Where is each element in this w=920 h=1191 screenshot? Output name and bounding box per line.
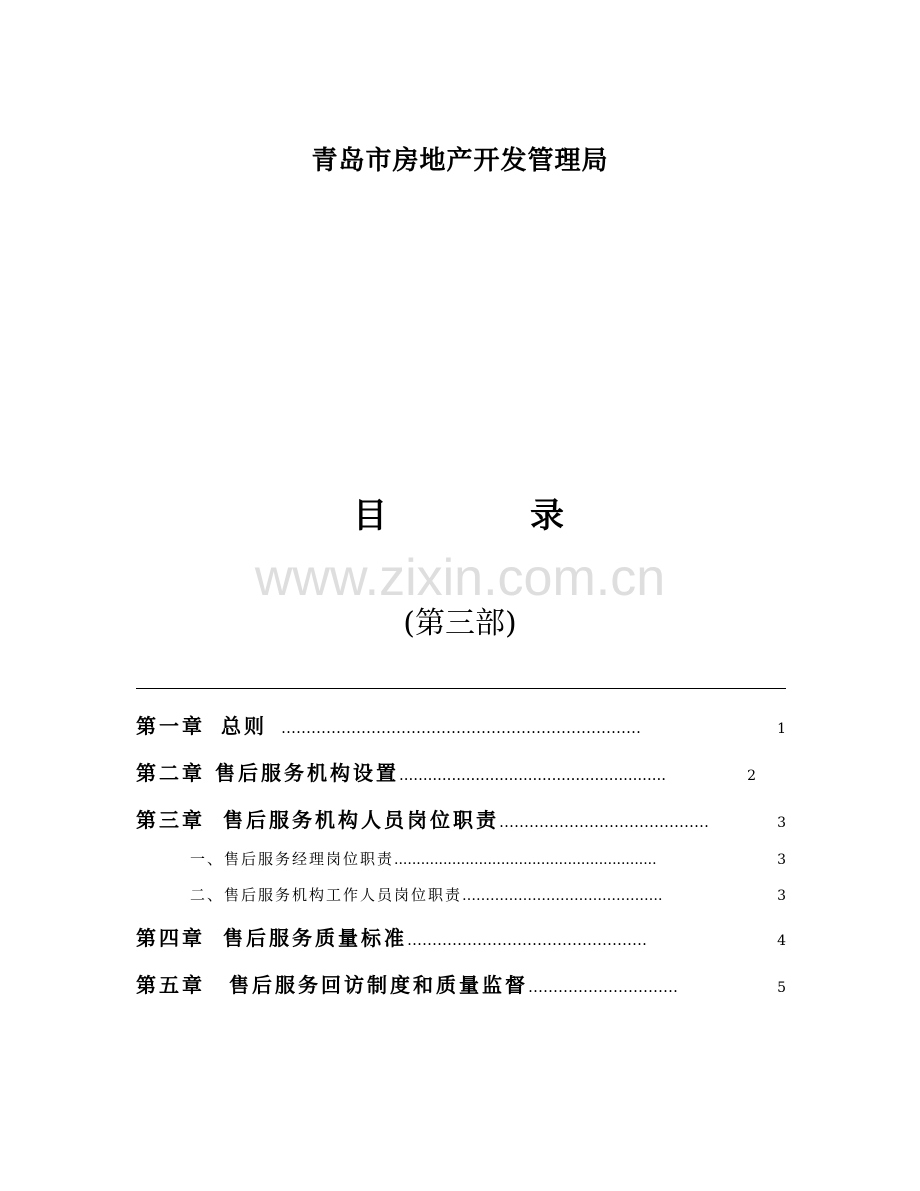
toc-heading (0, 488, 920, 534)
toc-entry-chapter-4[interactable] (136, 922, 786, 951)
leader-dots: ………………………………………… (407, 931, 647, 949)
chapter-title: 售后服务机构设置 (215, 761, 399, 785)
toc-entry-chapter-5[interactable] (136, 969, 786, 998)
page-number: 3 (777, 852, 786, 868)
toc-entry-section-3-2[interactable] (190, 884, 786, 905)
watermark: www.zixin.com.cn (254, 549, 666, 607)
toc-entry-chapter-2[interactable] (136, 757, 756, 786)
leader-dots: ........................................................... (394, 852, 657, 868)
page-number: 5 (777, 980, 786, 996)
chapter-number: 第五章 (136, 973, 205, 997)
chapter-title: 总则 (221, 714, 267, 738)
leader-dots: ........................................................ (399, 766, 667, 784)
chapter-title: 售后服务回访制度和质量监督 (229, 973, 528, 997)
page-number: 2 (747, 768, 756, 784)
organization-title: 青岛市房地产开发管理局 (311, 146, 609, 176)
chapter-number: 第二章 (136, 761, 205, 785)
toc-heading-part2: 录 (530, 496, 564, 536)
chapter-number: 第三章 (136, 808, 205, 832)
chapter-number: 第一章 (136, 714, 205, 738)
leader-dots: ……………………………………. (462, 888, 663, 904)
page-number: 3 (777, 815, 786, 831)
leader-dots: ………………………… (528, 978, 678, 996)
chapter-title: 售后服务机构人员岗位职责 (223, 808, 499, 832)
page-number: 4 (777, 933, 786, 949)
toc-entry-section-3-1[interactable] (190, 848, 786, 869)
leader-dots: …………………………………… (499, 813, 709, 831)
section-title: 二、售后服务机构工作人员岗位职责 (190, 886, 463, 904)
section-title: 一、售后服务经理岗位职责 (190, 850, 395, 868)
divider-line (136, 688, 786, 689)
chapter-title: 售后服务质量标准 (223, 926, 407, 950)
part-label: (第三部) (403, 606, 517, 641)
chapter-number: 第四章 (136, 926, 205, 950)
toc-entry-chapter-3[interactable] (136, 804, 786, 833)
page-number: 1 (777, 721, 786, 737)
leader-dots: ……………………………………………………………… (281, 719, 641, 737)
toc-entry-chapter-1[interactable] (136, 710, 786, 739)
page-number: 3 (777, 888, 786, 904)
toc-heading-part1: 目 (353, 496, 387, 536)
